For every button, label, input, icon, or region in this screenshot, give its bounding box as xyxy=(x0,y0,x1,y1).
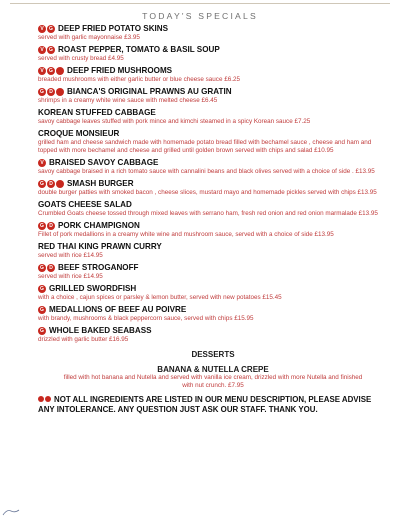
menu-item-description: savoy cabbage braised in a rich tomato sauce with cannalini beans and black olives served with a choice of side . £13.95 xyxy=(38,168,375,175)
menu-item-title: GRILLED SWORDFISH xyxy=(49,283,137,293)
menu-item-name xyxy=(38,158,388,168)
menu-item-description: savoy cabbage leaves stuffed with pork mince and kimchi steamed in a spicy Korean sauce £7.25 xyxy=(38,117,311,125)
d-dietary-icon: D xyxy=(47,88,55,96)
veg-dietary-icon: V xyxy=(38,25,46,33)
gf-dietary-icon: G xyxy=(38,327,46,335)
dietary-icons xyxy=(38,159,47,167)
menu-item-title: CROQUE MONSIEUR xyxy=(38,128,120,138)
desserts-heading: DESSERTS xyxy=(191,349,235,359)
menu-item-name xyxy=(38,200,388,210)
dietary-icons xyxy=(38,25,56,33)
s-dietary-icon xyxy=(56,88,64,96)
menu-item-title: MEDALLIONS OF BEEF AU POIVRE xyxy=(49,304,187,314)
menu-item xyxy=(38,263,388,281)
dietary-icons xyxy=(38,327,47,335)
dietary-icons xyxy=(38,285,47,293)
gf-dietary-icon: G xyxy=(38,88,46,96)
d-dietary-icon: D xyxy=(47,222,55,230)
d-dietary-icon: D xyxy=(47,264,55,272)
gf-dietary-icon: G xyxy=(47,25,55,33)
menu-item-description: Crumbled Goats cheese tossed through mixed leaves with serrano ham, fresh red onion and red onion marmalade £13.95 xyxy=(38,209,378,217)
specials-menu xyxy=(38,24,388,415)
menu-item xyxy=(38,284,388,302)
allergen-icon xyxy=(45,396,51,402)
menu-item xyxy=(38,179,388,197)
gf-dietary-icon: G xyxy=(38,264,46,272)
menu-item-description: breaded mushrooms with either garlic butter or blue cheese sauce £6.25 xyxy=(38,75,240,83)
menu-item-name xyxy=(38,45,388,55)
menu-item xyxy=(38,24,388,42)
menu-item-description: drizzled with garlic butter £16.95 xyxy=(38,335,129,343)
menu-item xyxy=(38,242,388,260)
menu-item xyxy=(38,87,388,105)
menu-item-description: served with garlic mayonnaise £3.95 xyxy=(38,34,140,41)
gf-dietary-icon: G xyxy=(47,46,55,54)
allergy-notice-text: NOT ALL INGREDIENTS ARE LISTED IN OUR MENU DESCRIPTION, PLEASE ADVISE ANY INTOLERANCE. ANY QUESTION JUST ASK OUR STAFF. THANK YOU. xyxy=(38,395,372,415)
veg-dietary-icon: V xyxy=(38,67,46,75)
menu-item xyxy=(38,305,388,323)
dietary-icons xyxy=(38,67,65,75)
menu-item-description: with brandy, mushrooms & black peppercorn sauce, served with chips £15.95 xyxy=(38,314,254,322)
menu-item-title: PORK CHAMPIGNON xyxy=(58,220,140,230)
dessert-description: filled with hot banana and Nutella and served with vanilla ice cream, drizzled with more Nutella and finished with nut crunch. £7.95 xyxy=(63,373,363,390)
menu-item xyxy=(38,221,388,239)
dietary-icons xyxy=(38,222,56,230)
menu-item-title: BEEF STROGANOFF xyxy=(58,262,139,272)
menu-item-description: served with crusty bread £4.95 xyxy=(38,54,124,62)
gf-dietary-icon: G xyxy=(38,222,46,230)
menu-item-title: ROAST PEPPER, TOMATO & BASIL SOUP xyxy=(58,44,220,54)
menu-item xyxy=(38,45,388,63)
menu-item-title: WHOLE BAKED SEABASS xyxy=(49,325,152,335)
menu-item xyxy=(38,66,388,84)
gf-dietary-icon: G xyxy=(38,180,46,188)
menu-item-description: shrimps in a creamy white wine sauce with melted cheese £6.45 xyxy=(38,96,218,104)
menu-item-description: served with rice £14.95 xyxy=(38,251,103,259)
menu-item-title: DEEP FRIED MUSHROOMS xyxy=(67,65,173,75)
menu-item xyxy=(38,129,388,155)
menu-item-description: grilled ham and cheese sandwich made with homemade potato bread filled with bechamel sauce , cheese and ham and topped with more bechamel and cheese and grilled until golden brown served with chips and salad £10.95 xyxy=(38,138,372,155)
menu-item-name xyxy=(38,129,388,139)
menu-item-name xyxy=(38,108,388,118)
menu-item-title: GOATS CHEESE SALAD xyxy=(38,199,132,209)
dietary-icons xyxy=(38,88,65,96)
menu-item xyxy=(38,326,388,344)
allergen-icons xyxy=(38,396,52,402)
menu-item-name xyxy=(38,263,388,273)
veg-dietary-icon: V xyxy=(38,46,46,54)
page-title: TODAY'S SPECIALS xyxy=(142,11,258,21)
specials-list xyxy=(38,24,388,344)
allergy-notice xyxy=(38,395,388,415)
gf-dietary-icon: G xyxy=(38,285,46,293)
menu-item-title: KOREAN STUFFED CABBAGE xyxy=(38,107,156,117)
menu-item-name xyxy=(38,87,388,97)
menu-item-description: served with rice £14.95 xyxy=(38,272,103,280)
menu-item-description: double burger patties with smoked bacon , cheese slices, mustard mayo and homemade pickles served with chips £13.95 xyxy=(38,188,377,196)
dessert-name: BANANA & NUTELLA CREPE xyxy=(157,364,269,374)
menu-item xyxy=(38,108,388,126)
menu-item-name xyxy=(38,242,388,252)
gf-dietary-icon: G xyxy=(38,306,46,314)
restaurant-logo xyxy=(2,508,20,516)
dietary-icons xyxy=(38,46,56,54)
menu-item-title: RED THAI KING PRAWN CURRY xyxy=(38,241,162,251)
dietary-icons xyxy=(38,306,47,314)
menu-item-name xyxy=(38,66,388,76)
allergen-icon xyxy=(38,396,44,402)
menu-item-description: Fillet of pork medallions in a creamy white wine and mushroom sauce, served with a choice of side £13.95 xyxy=(38,230,334,238)
menu-item-description: with a choice , cajun spices or parsley & lemon butter, served with new potatoes £15.45 xyxy=(38,293,282,301)
dietary-icons xyxy=(38,264,56,272)
s-dietary-icon xyxy=(56,180,64,188)
v-dietary-icon xyxy=(56,67,64,75)
dietary-icons xyxy=(38,180,65,188)
top-divider xyxy=(10,3,390,4)
menu-item-name xyxy=(38,284,388,294)
menu-item-name xyxy=(38,326,388,336)
menu-item-title: SMASH BURGER xyxy=(67,178,134,188)
menu-item-title: BIANCA'S ORIGINAL PRAWNS AU GRATIN xyxy=(67,86,232,96)
menu-item-name xyxy=(38,179,388,189)
menu-item-name xyxy=(38,305,388,315)
menu-item-name xyxy=(38,24,388,34)
menu-item-name xyxy=(38,221,388,231)
gf-dietary-icon: G xyxy=(47,67,55,75)
menu-item xyxy=(38,158,388,176)
veg-dietary-icon: V xyxy=(38,159,46,167)
menu-item xyxy=(38,200,388,218)
menu-item-title: BRAISED SAVOY CABBAGE xyxy=(49,158,159,167)
menu-item-title: DEEP FRIED POTATO SKINS xyxy=(58,24,169,33)
d-dietary-icon: D xyxy=(47,180,55,188)
